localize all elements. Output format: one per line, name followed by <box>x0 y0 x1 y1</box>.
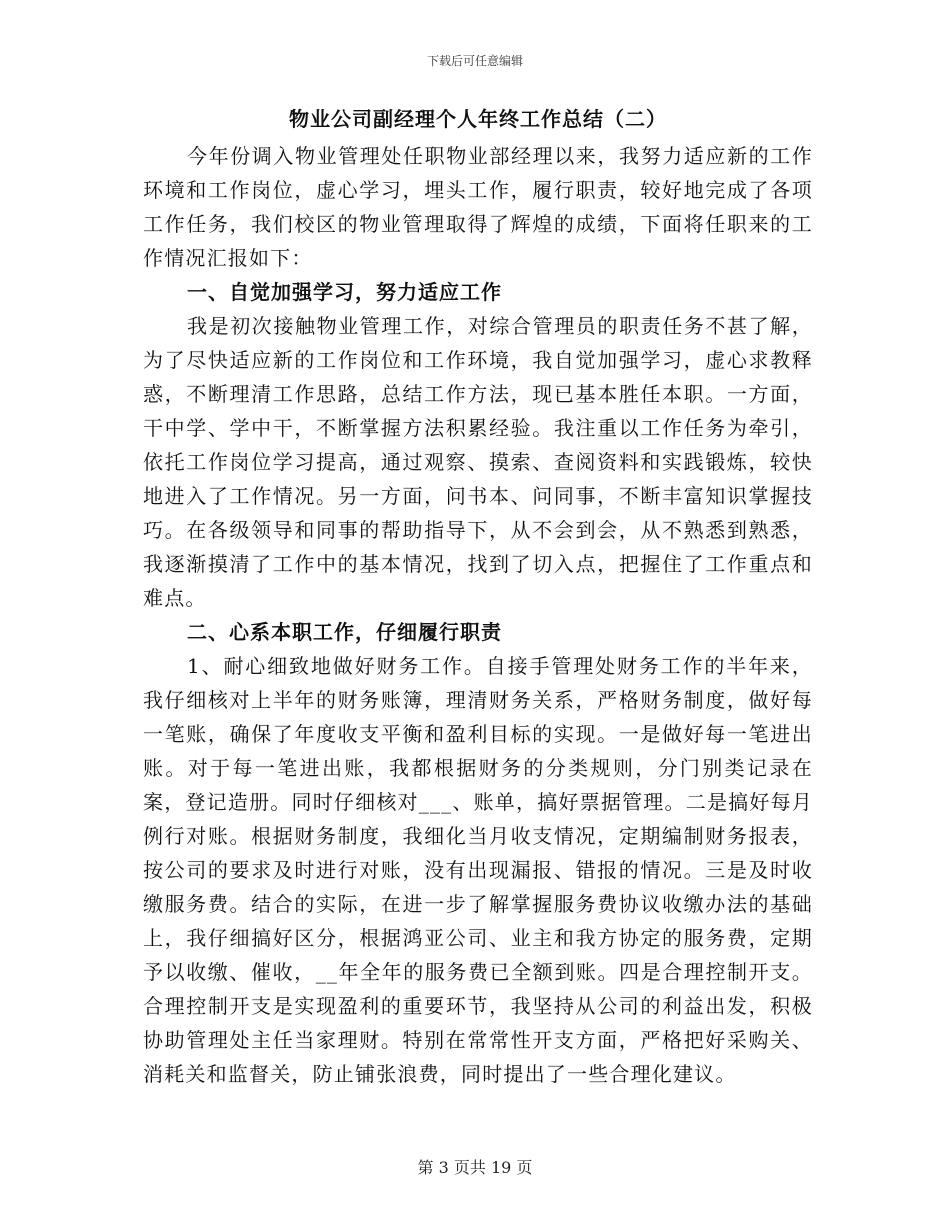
section-2-heading: 二、心系本职工作，仔细履行职责 <box>187 620 502 644</box>
header-note: 下载后可任意编辑 <box>426 54 523 68</box>
section-2-paragraph: 1、耐心细致地做好财务工作。自接手管理处财务工作的半年来，我仔细核对上半年的财务账簿，理清财务关系，严格财务制度，做好每一笔账，确保了年度收支平衡和盈利目标的实现。一是做好每一笔进出账。对于每一笔进出账，我都根据财务的分类规则，分门别类记录在案，登记造册。同时仔细核对___、账单，搞好票据管理。二是搞好每月例行对账。根据财务制度，我细化当月收支情况，定期编制财务报表，按公司的要求及时进行对账，没有出现漏报、错报的情况。三是及时收缴服务费。结合的实际，在进一步了解掌握服务费协议收缴办法的基础上，我仔细搞好区分，根据鸿亚公司、业主和我方协定的服务费，定期予以收缴、催收，__年全年的服务费已全额到账。四是合理控制开支。合理控制开支是实现盈利的重要环节，我坚持从公司的利益出发，积极协助管理处主任当家理财。特别在常常性开支方面，严格把好采购关、消耗关和监督关，防止铺张浪费，同时提出了一些合理化建议。 <box>143 654 813 1086</box>
page-number: 第 3 页共 19 页 <box>417 1158 533 1177</box>
section-1-paragraph: 我是初次接触物业管理工作，对综合管理员的职责任务不甚了解，为了尽快适应新的工作岗位和工作环境，我自觉加强学习，虚心求教释惑，不断理清工作思路，总结工作方法，现已基本胜任本职。一方面，干中学、学中干，不断掌握方法积累经验。我注重以工作任务为牵引，依托工作岗位学习提高，通过观察、摸索、查阅资料和实践锻炼，较快地进入了工作情况。另一方面，问书本、问同事，不断丰富知识掌握技巧。在各级领导和同事的帮助指导下，从不会到会，从不熟悉到熟悉，我逐渐摸清了工作中的基本情况，找到了切入点，把握住了工作重点和难点。 <box>143 314 813 610</box>
section-1-heading: 一、自觉加强学习，努力适应工作 <box>187 280 502 304</box>
intro-paragraph: 今年份调入物业管理处任职物业部经理以来，我努力适应新的工作环境和工作岗位，虚心学习，埋头工作，履行职责，较好地完成了各项工作任务，我们校区的物业管理取得了辉煌的成绩，下面将任职来的工作情况汇报如下： <box>143 144 813 270</box>
document-title: 物业公司副经理个人年终工作总结（二） <box>289 107 667 131</box>
document-body <box>143 104 813 1091</box>
